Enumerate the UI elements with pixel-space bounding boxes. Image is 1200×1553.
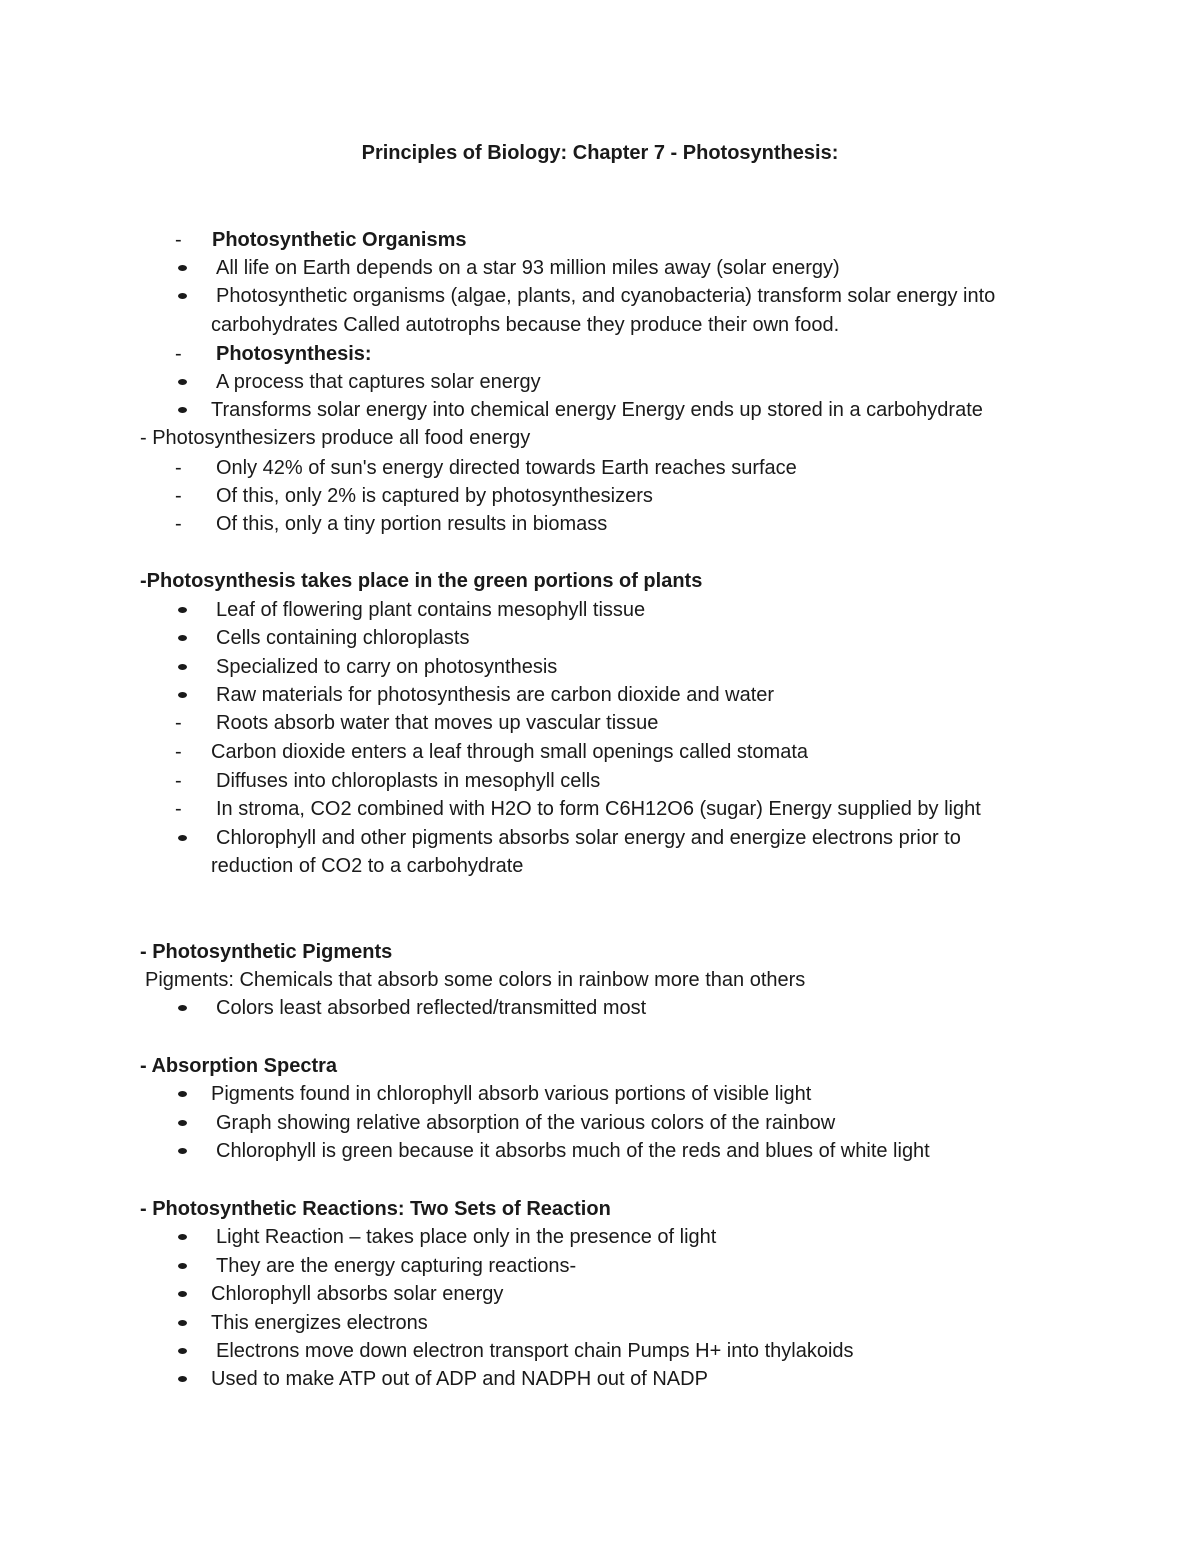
list-item: Leaf of flowering plant contains mesophyll tissue [216,599,646,621]
bullet-dash: - [175,513,182,535]
bullet-dot [178,265,187,271]
bullet-dot [178,1148,187,1154]
section-heading: - Photosynthetic Pigments [140,941,393,963]
list-item: Used to make ATP out of ADP and NADPH out of NADP [211,1368,708,1390]
list-item: Diffuses into chloroplasts in mesophyll cells [216,770,601,792]
bullet-dash: - [175,770,182,792]
bullet-dot [178,1320,187,1326]
list-item: Light Reaction – takes place only in the presence of light [216,1226,717,1248]
section-heading: -Photosynthesis takes place in the green portions of plants [140,570,703,592]
bullet-dot [178,407,187,413]
list-item: Specialized to carry on photosynthesis [216,656,558,678]
bullet-dash: - [175,798,182,820]
list-item: Of this, only a tiny portion results in biomass [216,513,608,535]
list-item: All life on Earth depends on a star 93 million miles away (solar energy) [216,257,840,279]
section-heading: - Absorption Spectra [140,1055,338,1077]
bullet-dot [178,635,187,641]
section-heading: - Photosynthetic Reactions: Two Sets of Reaction [140,1198,611,1220]
bullet-dash: - [175,229,182,251]
list-item: Cells containing chloroplasts [216,627,470,649]
list-item: reduction of CO2 to a carbohydrate [211,855,524,877]
bullet-dot [178,835,187,841]
list-item: Electrons move down electron transport chain Pumps H+ into thylakoids [216,1340,854,1362]
bullet-dash: - [175,741,182,763]
bullet-dot [178,1091,187,1097]
list-item: Colors least absorbed reflected/transmitted most [216,997,647,1019]
bullet-dash: - [175,485,182,507]
list-item: A process that captures solar energy [216,371,541,393]
list-item: Roots absorb water that moves up vascular tissue [216,712,659,734]
bullet-dot [178,664,187,670]
list-item: They are the energy capturing reactions- [216,1255,577,1277]
bullet-dash: - [175,343,182,365]
list-item: Photosynthetic organisms (algae, plants, and cyanobacteria) transform solar energy into [216,285,996,307]
bullet-dot [178,1234,187,1240]
list-item: - Photosynthesizers produce all food energy [140,427,531,449]
bullet-dot [178,1348,187,1354]
list-item: Chlorophyll absorbs solar energy [211,1283,504,1305]
page-title: Principles of Biology: Chapter 7 - Photosynthesis: [361,142,839,164]
list-item: Chlorophyll and other pigments absorbs solar energy and energize electrons prior to [216,827,961,849]
list-item: carbohydrates Called autotrophs because they produce their own food. [211,314,840,336]
bullet-dot [178,1005,187,1011]
list-item: Chlorophyll is green because it absorbs much of the reds and blues of white light [216,1140,930,1162]
list-item: This energizes electrons [211,1312,428,1334]
list-item: Carbon dioxide enters a leaf through small openings called stomata [211,741,809,763]
section-heading: Photosynthetic Organisms [212,229,467,251]
list-item: Of this, only 2% is captured by photosynthesizers [216,485,653,507]
list-item: In stroma, CO2 combined with H2O to form C6H12O6 (sugar) Energy supplied by light [216,798,981,820]
list-item: Pigments: Chemicals that absorb some colors in rainbow more than others [145,969,806,991]
bullet-dot [178,293,187,299]
bullet-dash: - [175,712,182,734]
bullet-dot [178,1120,187,1126]
list-item: Raw materials for photosynthesis are carbon dioxide and water [216,684,775,706]
section-heading: Photosynthesis: [216,343,372,365]
list-item: Only 42% of sun's energy directed towards Earth reaches surface [216,457,797,479]
bullet-dot [178,1263,187,1269]
list-item: Transforms solar energy into chemical energy Energy ends up stored in a carbohydrate [211,399,983,421]
list-item: Graph showing relative absorption of the various colors of the rainbow [216,1112,836,1134]
bullet-dot [178,692,187,698]
bullet-dot [178,1291,187,1297]
bullet-dot [178,379,187,385]
list-item: Pigments found in chlorophyll absorb various portions of visible light [211,1083,812,1105]
bullet-dash: - [175,457,182,479]
bullet-dot [178,1376,187,1382]
bullet-dot [178,607,187,613]
